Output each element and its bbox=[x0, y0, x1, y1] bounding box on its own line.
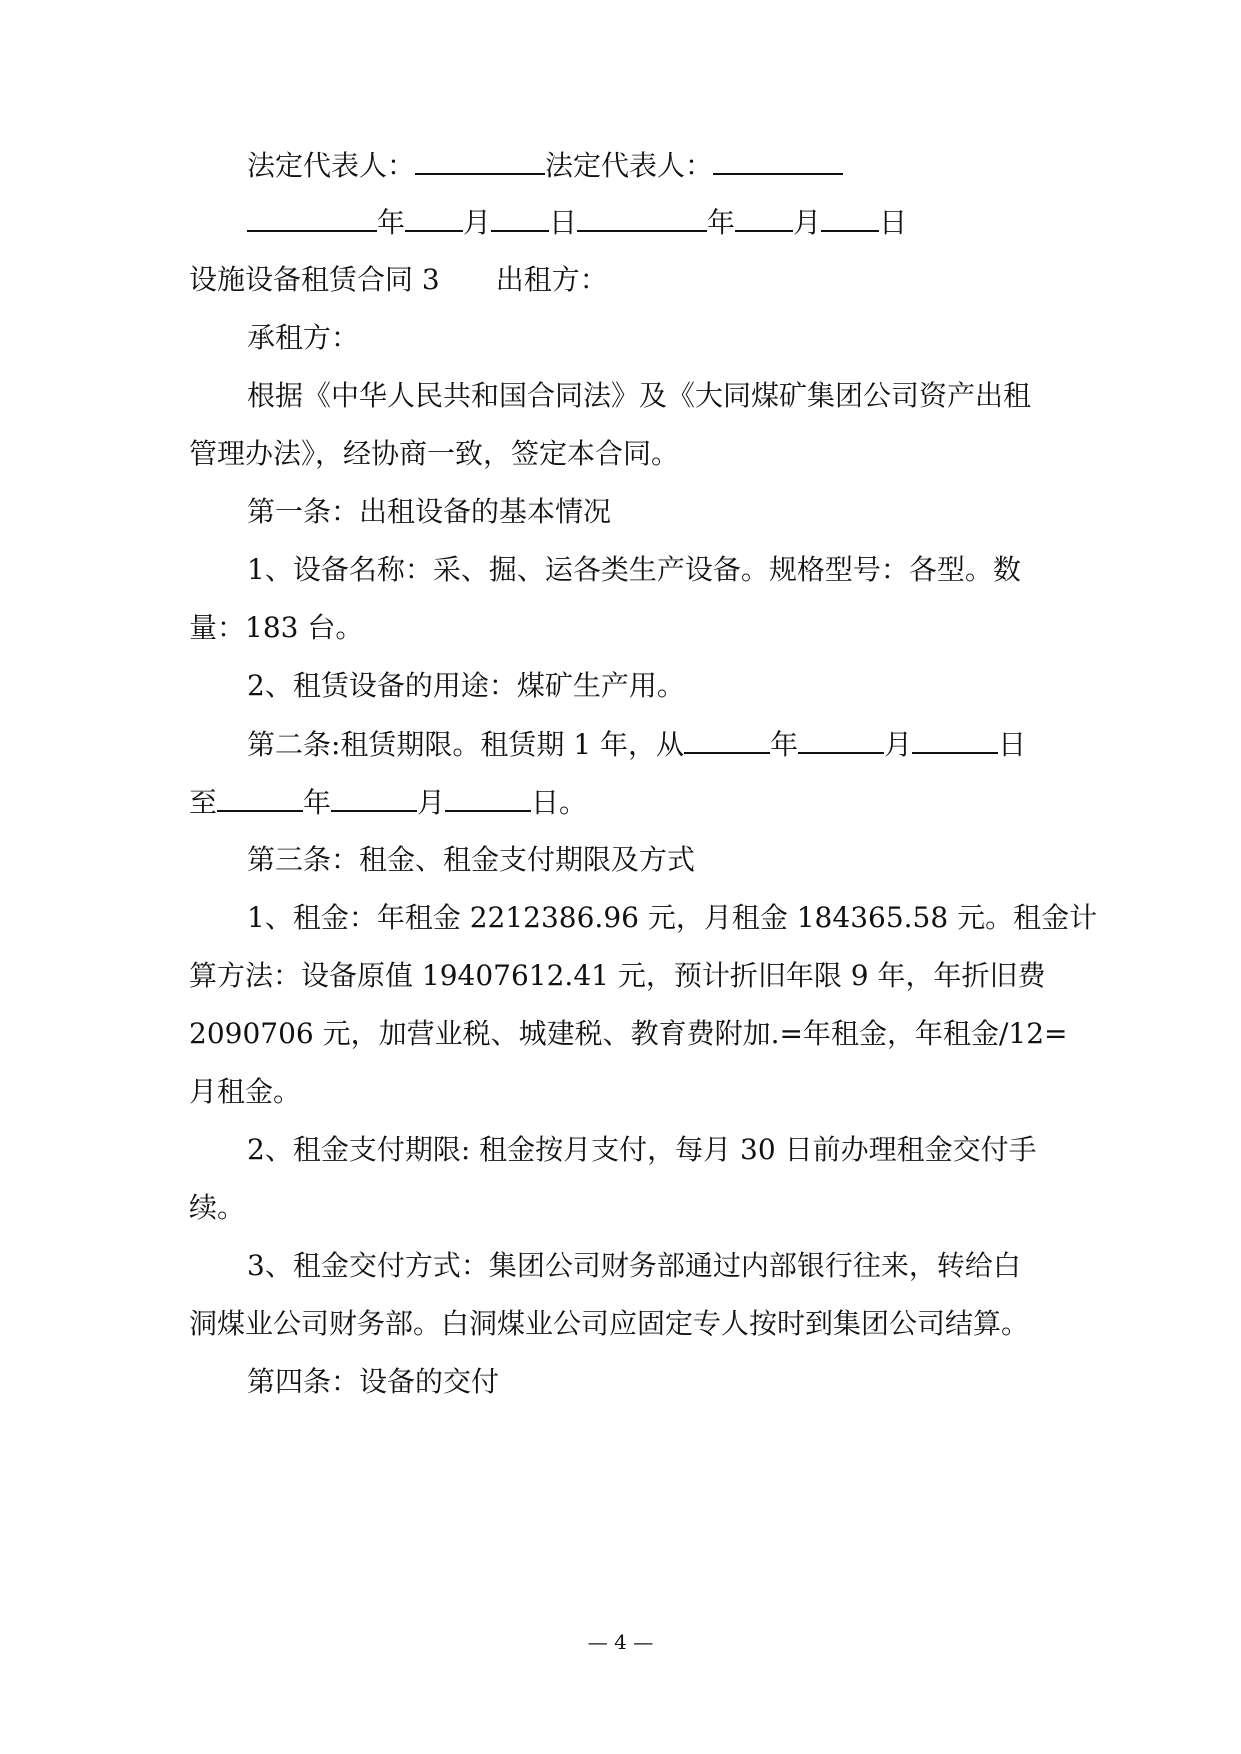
paragraph-line: 2、租赁设备的用途：煤矿生产用。 bbox=[247, 669, 685, 702]
to-text: 至 bbox=[189, 786, 218, 819]
date-line bbox=[247, 202, 1127, 243]
lessee-label: 承租方： bbox=[247, 321, 360, 354]
paragraph-line: 管理办法》，经协商一致，签定本合同。 bbox=[189, 437, 680, 470]
blank bbox=[247, 202, 377, 232]
blank bbox=[798, 724, 884, 754]
paragraph-line: 2、租金支付期限: 租金按月支付，每月 30 日前办理租金交付手 bbox=[247, 1133, 1037, 1166]
date-month: 月 bbox=[417, 786, 446, 819]
lease-term-end-line bbox=[189, 782, 1069, 823]
paragraph-line: 2090706 元，加营业税、城建税、教育费附加.=年租金，年租金/12= bbox=[189, 1017, 1068, 1050]
blank bbox=[684, 724, 770, 754]
legal-rep-label-2: 法定代表人： bbox=[545, 149, 714, 182]
article-heading: 第四条：设备的交付 bbox=[247, 1365, 500, 1398]
article-heading: 第一条：出租设备的基本情况 bbox=[247, 495, 612, 528]
blank bbox=[217, 782, 303, 812]
paragraph-line: 续。 bbox=[189, 1191, 246, 1224]
blank bbox=[405, 202, 463, 232]
blank bbox=[491, 202, 549, 232]
date-year: 年 bbox=[770, 728, 799, 761]
paragraph-line: 算方法：设备原值 19407612.41 元，预计折旧年限 9 年，年折旧费 bbox=[189, 959, 1046, 992]
date-year: 年 bbox=[303, 786, 332, 819]
paragraph-line: 1、设备名称：采、掘、运各类生产设备。规格型号：各型。数 bbox=[247, 553, 1021, 586]
date-year: 年 bbox=[377, 206, 406, 239]
date-day: 日 bbox=[549, 206, 578, 239]
contract-title-line bbox=[189, 260, 1069, 300]
blank bbox=[415, 145, 545, 175]
paragraph-line: 量：183 台。 bbox=[189, 611, 364, 644]
blank bbox=[713, 145, 843, 175]
paragraph-line: 1、租金：年租金 2212386.96 元，月租金 184365.58 元。租金计 bbox=[247, 901, 1098, 934]
date-day: 日。 bbox=[531, 786, 588, 819]
legal-rep-line bbox=[247, 145, 1127, 186]
paragraph-line: 洞煤业公司财务部。白洞煤业公司应固定专人按时到集团公司结算。 bbox=[189, 1307, 1030, 1340]
blank bbox=[331, 782, 417, 812]
blank bbox=[445, 782, 531, 812]
date-month: 月 bbox=[463, 206, 492, 239]
date-day: 日 bbox=[879, 206, 908, 239]
date-month: 月 bbox=[793, 206, 822, 239]
lessor-label: 出租方： bbox=[495, 263, 608, 296]
date-month: 月 bbox=[884, 728, 913, 761]
contract-title: 设施设备租赁合同 3 bbox=[189, 263, 440, 296]
blank bbox=[735, 202, 793, 232]
date-year: 年 bbox=[707, 206, 736, 239]
date-day: 日 bbox=[998, 728, 1027, 761]
paragraph-line: 3、租金交付方式：集团公司财务部通过内部银行往来，转给白 bbox=[247, 1249, 1021, 1282]
paragraph-line: 月租金。 bbox=[189, 1075, 302, 1108]
blank bbox=[912, 724, 998, 754]
article-heading: 第三条：租金、租金支付期限及方式 bbox=[247, 843, 696, 876]
page-number: — 4 — bbox=[587, 1630, 654, 1654]
lease-term-line bbox=[247, 724, 1127, 765]
blank bbox=[821, 202, 879, 232]
legal-rep-label-1: 法定代表人： bbox=[247, 149, 416, 182]
lease-term-text: 第二条:租赁期限。租赁期 1 年，从 bbox=[247, 728, 685, 761]
blank bbox=[577, 202, 707, 232]
paragraph-line: 根据《中华人民共和国合同法》及《大同煤矿集团公司资产出租 bbox=[247, 379, 1032, 412]
